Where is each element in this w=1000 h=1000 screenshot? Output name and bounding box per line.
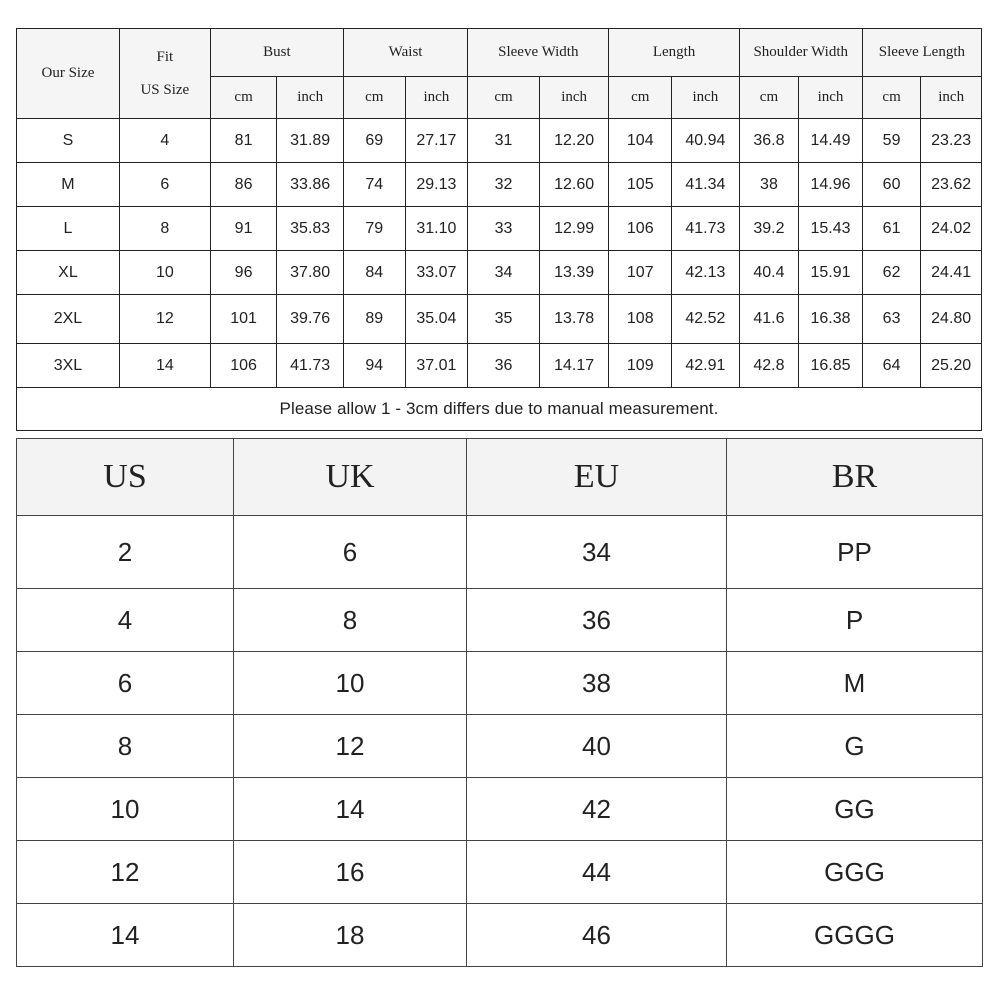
cell-bust-cm: 106 xyxy=(210,344,277,388)
header-eu: EU xyxy=(467,439,727,516)
header-length: Length xyxy=(609,29,739,77)
cell-us-size: 14 xyxy=(119,344,210,388)
cell-length-inch: 41.34 xyxy=(672,163,740,207)
cell-us-size: 6 xyxy=(119,163,210,207)
cell-sleeve-width-cm: 36 xyxy=(468,344,540,388)
cell-uk: 8 xyxy=(234,589,467,652)
cell-us: 10 xyxy=(17,778,234,841)
cell-bust-inch: 39.76 xyxy=(277,295,344,344)
cell-sleeve-width-inch: 13.78 xyxy=(539,295,609,344)
cell-shoulder-width-inch: 16.38 xyxy=(799,295,863,344)
cell-length-inch: 42.13 xyxy=(672,251,740,295)
cell-shoulder-width-inch: 14.49 xyxy=(799,119,863,163)
cell-length-inch: 42.52 xyxy=(672,295,740,344)
cell-us: 12 xyxy=(17,841,234,904)
size-row xyxy=(17,163,982,207)
cell-sleeve-width-inch: 14.17 xyxy=(539,344,609,388)
cell-length-cm: 109 xyxy=(609,344,672,388)
header-us-size-label: US Size xyxy=(140,81,190,98)
cell-bust-cm: 91 xyxy=(210,207,277,251)
header-sleeve-length: Sleeve Length xyxy=(862,29,981,77)
cell-br: PP xyxy=(727,516,983,589)
cell-bust-inch: 37.80 xyxy=(277,251,344,295)
cell-us-size: 12 xyxy=(119,295,210,344)
cell-br: GGGG xyxy=(727,904,983,967)
cell-shoulder-width-inch: 15.43 xyxy=(799,207,863,251)
conversion-row xyxy=(17,904,983,967)
cell-shoulder-width-cm: 36.8 xyxy=(739,119,799,163)
cell-our-size: 2XL xyxy=(17,295,120,344)
cell-sleeve-length-inch: 24.41 xyxy=(921,251,982,295)
unit-cm: cm xyxy=(739,77,799,119)
cell-waist-inch: 35.04 xyxy=(405,295,468,344)
cell-sleeve-length-cm: 64 xyxy=(862,344,921,388)
cell-us-size: 8 xyxy=(119,207,210,251)
cell-us-size: 10 xyxy=(119,251,210,295)
cell-shoulder-width-cm: 39.2 xyxy=(739,207,799,251)
header-bust: Bust xyxy=(210,29,343,77)
cell-shoulder-width-inch: 16.85 xyxy=(799,344,863,388)
cell-sleeve-width-cm: 33 xyxy=(468,207,540,251)
cell-shoulder-width-cm: 40.4 xyxy=(739,251,799,295)
size-row xyxy=(17,295,982,344)
cell-waist-inch: 31.10 xyxy=(405,207,468,251)
size-chart-table xyxy=(16,28,982,431)
cell-sleeve-length-inch: 23.23 xyxy=(921,119,982,163)
cell-sleeve-length-cm: 62 xyxy=(862,251,921,295)
cell-length-cm: 107 xyxy=(609,251,672,295)
cell-our-size: 3XL xyxy=(17,344,120,388)
cell-uk: 10 xyxy=(234,652,467,715)
size-row xyxy=(17,251,982,295)
conversion-row xyxy=(17,778,983,841)
size-chart-body xyxy=(17,119,982,388)
cell-us-size: 4 xyxy=(119,119,210,163)
cell-sleeve-width-inch: 13.39 xyxy=(539,251,609,295)
cell-sleeve-length-cm: 61 xyxy=(862,207,921,251)
cell-sleeve-length-inch: 24.02 xyxy=(921,207,982,251)
conversion-row xyxy=(17,589,983,652)
cell-sleeve-length-cm: 59 xyxy=(862,119,921,163)
cell-sleeve-width-cm: 34 xyxy=(468,251,540,295)
unit-inch: inch xyxy=(799,77,863,119)
header-fit-us-size xyxy=(119,29,210,119)
conversion-row xyxy=(17,715,983,778)
cell-uk: 12 xyxy=(234,715,467,778)
cell-length-inch: 40.94 xyxy=(672,119,740,163)
unit-inch: inch xyxy=(539,77,609,119)
cell-waist-cm: 69 xyxy=(344,119,406,163)
cell-eu: 46 xyxy=(467,904,727,967)
cell-sleeve-width-cm: 35 xyxy=(468,295,540,344)
unit-inch: inch xyxy=(672,77,740,119)
measurement-note: Please allow 1 - 3cm differs due to manual measurement. xyxy=(17,388,982,431)
cell-us: 6 xyxy=(17,652,234,715)
header-br: BR xyxy=(727,439,983,516)
unit-cm: cm xyxy=(344,77,406,119)
cell-sleeve-width-inch: 12.99 xyxy=(539,207,609,251)
header-our-size: Our Size xyxy=(17,29,120,119)
cell-our-size: XL xyxy=(17,251,120,295)
cell-eu: 42 xyxy=(467,778,727,841)
cell-bust-cm: 86 xyxy=(210,163,277,207)
cell-br: G xyxy=(727,715,983,778)
cell-uk: 6 xyxy=(234,516,467,589)
cell-waist-inch: 29.13 xyxy=(405,163,468,207)
cell-br: GG xyxy=(727,778,983,841)
cell-bust-cm: 101 xyxy=(210,295,277,344)
cell-shoulder-width-cm: 38 xyxy=(739,163,799,207)
unit-cm: cm xyxy=(468,77,540,119)
cell-us: 4 xyxy=(17,589,234,652)
cell-waist-cm: 94 xyxy=(344,344,406,388)
unit-inch: inch xyxy=(405,77,468,119)
cell-sleeve-length-inch: 24.80 xyxy=(921,295,982,344)
cell-sleeve-width-cm: 31 xyxy=(468,119,540,163)
cell-our-size: L xyxy=(17,207,120,251)
unit-inch: inch xyxy=(277,77,344,119)
size-row xyxy=(17,344,982,388)
header-uk: UK xyxy=(234,439,467,516)
cell-uk: 14 xyxy=(234,778,467,841)
conversion-row xyxy=(17,841,983,904)
cell-our-size: S xyxy=(17,119,120,163)
cell-sleeve-width-inch: 12.20 xyxy=(539,119,609,163)
cell-waist-cm: 89 xyxy=(344,295,406,344)
size-row xyxy=(17,207,982,251)
cell-eu: 38 xyxy=(467,652,727,715)
cell-waist-cm: 79 xyxy=(344,207,406,251)
header-shoulder-width: Shoulder Width xyxy=(739,29,862,77)
cell-br: M xyxy=(727,652,983,715)
cell-length-cm: 105 xyxy=(609,163,672,207)
unit-cm: cm xyxy=(609,77,672,119)
cell-sleeve-length-inch: 25.20 xyxy=(921,344,982,388)
cell-length-cm: 108 xyxy=(609,295,672,344)
header-waist: Waist xyxy=(344,29,468,77)
cell-waist-inch: 37.01 xyxy=(405,344,468,388)
cell-eu: 34 xyxy=(467,516,727,589)
cell-shoulder-width-cm: 42.8 xyxy=(739,344,799,388)
cell-waist-cm: 74 xyxy=(344,163,406,207)
header-sleeve-width: Sleeve Width xyxy=(468,29,609,77)
header-us: US xyxy=(17,439,234,516)
cell-us: 2 xyxy=(17,516,234,589)
cell-waist-inch: 33.07 xyxy=(405,251,468,295)
cell-length-cm: 106 xyxy=(609,207,672,251)
cell-length-inch: 41.73 xyxy=(672,207,740,251)
cell-bust-inch: 31.89 xyxy=(277,119,344,163)
cell-sleeve-width-inch: 12.60 xyxy=(539,163,609,207)
cell-br: P xyxy=(727,589,983,652)
conversion-row xyxy=(17,652,983,715)
cell-bust-inch: 35.83 xyxy=(277,207,344,251)
cell-eu: 44 xyxy=(467,841,727,904)
cell-bust-cm: 81 xyxy=(210,119,277,163)
cell-sleeve-width-cm: 32 xyxy=(468,163,540,207)
cell-bust-cm: 96 xyxy=(210,251,277,295)
cell-uk: 18 xyxy=(234,904,467,967)
cell-br: GGG xyxy=(727,841,983,904)
cell-sleeve-length-cm: 60 xyxy=(862,163,921,207)
unit-cm: cm xyxy=(210,77,277,119)
size-conversion-table xyxy=(16,438,983,967)
cell-sleeve-length-cm: 63 xyxy=(862,295,921,344)
header-fit-label: Fit xyxy=(156,48,174,65)
unit-cm: cm xyxy=(862,77,921,119)
cell-our-size: M xyxy=(17,163,120,207)
conversion-row xyxy=(17,516,983,589)
size-row xyxy=(17,119,982,163)
cell-waist-inch: 27.17 xyxy=(405,119,468,163)
cell-us: 14 xyxy=(17,904,234,967)
cell-shoulder-width-inch: 14.96 xyxy=(799,163,863,207)
cell-sleeve-length-inch: 23.62 xyxy=(921,163,982,207)
conversion-chart-body xyxy=(17,516,983,967)
cell-bust-inch: 33.86 xyxy=(277,163,344,207)
cell-uk: 16 xyxy=(234,841,467,904)
cell-eu: 40 xyxy=(467,715,727,778)
cell-eu: 36 xyxy=(467,589,727,652)
unit-inch: inch xyxy=(921,77,982,119)
cell-length-inch: 42.91 xyxy=(672,344,740,388)
cell-shoulder-width-cm: 41.6 xyxy=(739,295,799,344)
cell-us: 8 xyxy=(17,715,234,778)
cell-bust-inch: 41.73 xyxy=(277,344,344,388)
cell-length-cm: 104 xyxy=(609,119,672,163)
cell-shoulder-width-inch: 15.91 xyxy=(799,251,863,295)
cell-waist-cm: 84 xyxy=(344,251,406,295)
